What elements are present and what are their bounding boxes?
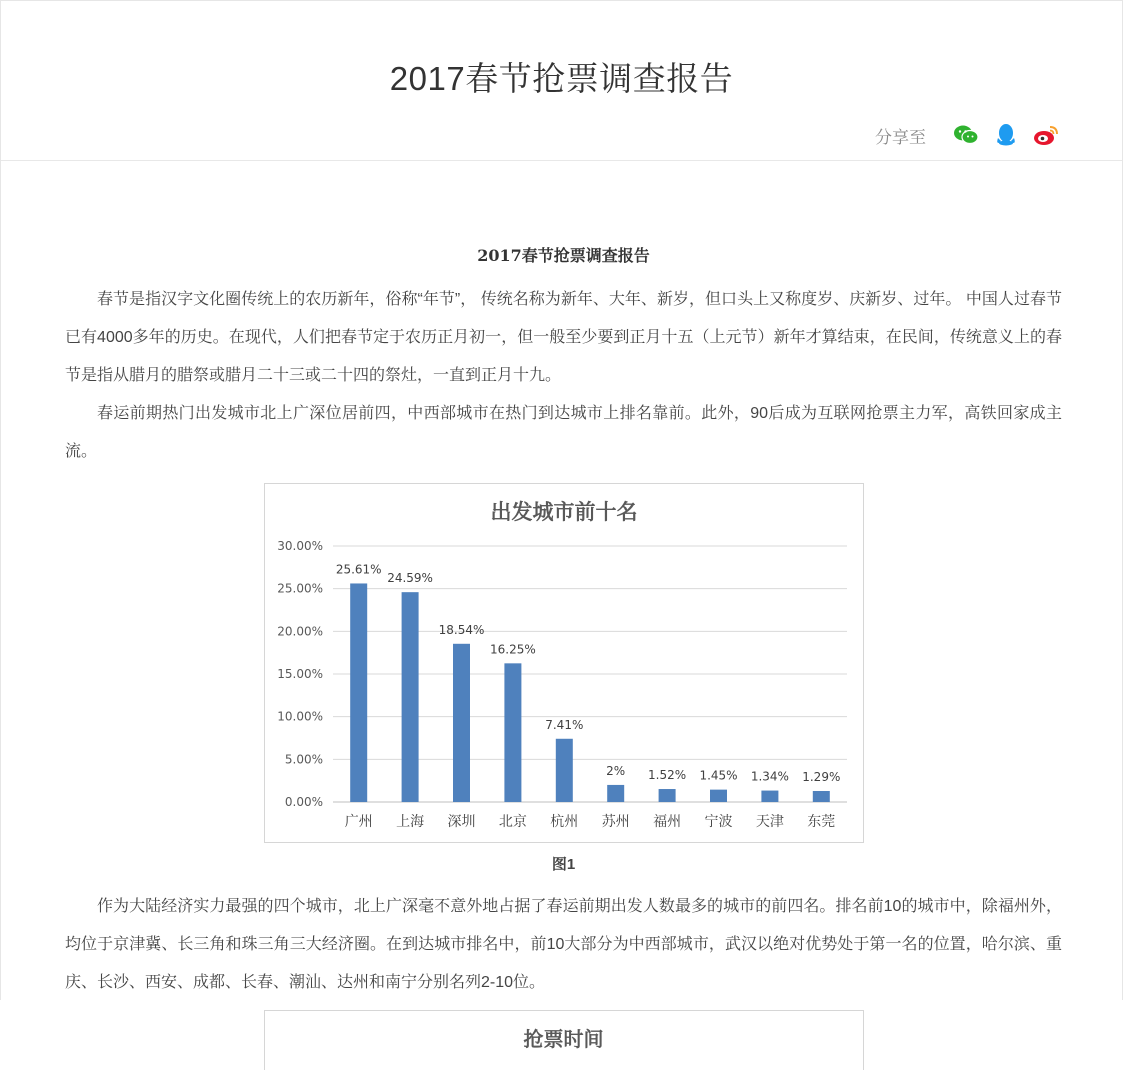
bar [658, 789, 675, 802]
y-tick-label: 15.00% [276, 667, 323, 681]
data-label: 18.54% [438, 622, 484, 637]
y-tick-label: 20.00% [276, 624, 323, 639]
data-label: 25.61% [335, 562, 382, 577]
bar [504, 663, 521, 802]
figure-caption: 图1 [551, 856, 576, 873]
x-tick-label: 福州 [652, 814, 681, 830]
ticket-time-chart [264, 1010, 864, 1070]
bar [350, 583, 367, 802]
x-tick-label: 深圳 [447, 814, 475, 830]
bar [812, 791, 829, 802]
y-tick-label: 10.00% [276, 709, 323, 724]
x-tick-label: 宁波 [704, 814, 732, 830]
data-label: 7.41% [544, 717, 583, 732]
article-title: 2017春节抢票调查报告 [477, 246, 650, 265]
bar [607, 785, 624, 802]
x-tick-label: 广州 [344, 814, 373, 830]
x-tick-label: 北京 [498, 814, 527, 830]
article-body [65, 241, 1062, 1070]
bar-chart-svg [265, 484, 863, 842]
bar [555, 739, 572, 802]
wechat-icon[interactable] [952, 121, 980, 149]
qq-icon[interactable] [992, 121, 1020, 149]
x-tick-label: 天津 [755, 814, 784, 830]
article-header [1, 1, 1122, 161]
chart-title: 出发城市前十名 [490, 500, 637, 524]
y-tick-label: 0.00% [284, 795, 323, 809]
data-label: 1.52% [647, 768, 686, 783]
paragraph-analysis: 作为大陆经济实力最强的四个城市，北上广深毫不意外地占据了春运前期出发人数最多的城市的前四名。排名前10的城市中，除福州外，均位于京津冀、长三角和珠三角三大经济圈。在到达城市排名中，前10大部分为中西部城市，武汉以绝对优势处于第一名的位置，哈尔滨、重庆、长沙、西安、成都、长春、潮汕、达州和南宁分别名列2-10位。 [65, 898, 1062, 991]
page-title: 2017春节抢票调查报告 [389, 60, 734, 97]
y-tick-label: 5.00% [284, 752, 323, 767]
share-bar [875, 121, 1060, 149]
x-tick-label: 杭州 [549, 814, 578, 830]
bar [453, 644, 470, 802]
data-label: 1.34% [750, 769, 789, 784]
paragraph-summary: 春运前期热门出发城市北上广深位居前四，中西部城市在热门到达城市上排名靠前。此外，90后成为互联网抢票主力军，高铁回家成主流。 [65, 405, 1062, 460]
paragraph-intro: 春节是指汉字文化圈传统上的农历新年，俗称“年节”， 传统名称为新年、大年、新岁，但口头上又称度岁、庆新岁、过年。 中国人过春节已有4000多年的历史。在现代，人们把春节定于农历正月初一，但一般至少要到正月十五（上元节）新年才算结束，在民间，传统意义上的春节是指从腊月的腊祭或腊月二十三或二十四的祭灶，一直到正月十九。 [65, 291, 1062, 384]
data-label: 2% [605, 763, 625, 778]
chart2-title: 抢票时间 [523, 1029, 604, 1051]
bar [401, 592, 418, 802]
data-label: 16.25% [489, 642, 536, 657]
y-tick-label: 25.00% [276, 581, 323, 596]
x-tick-label: 苏州 [601, 814, 630, 830]
data-label: 24.59% [386, 571, 433, 586]
share-label: 分享至 [875, 127, 926, 147]
data-label: 1.45% [698, 768, 738, 783]
bar [710, 790, 727, 802]
y-tick-label: 30.00% [276, 539, 323, 553]
data-label: 1.29% [801, 769, 840, 784]
weibo-icon[interactable] [1032, 121, 1060, 149]
departure-cities-chart [264, 483, 864, 843]
x-tick-label: 上海 [395, 814, 424, 830]
x-tick-label: 东莞 [806, 814, 835, 830]
bar [761, 791, 778, 802]
